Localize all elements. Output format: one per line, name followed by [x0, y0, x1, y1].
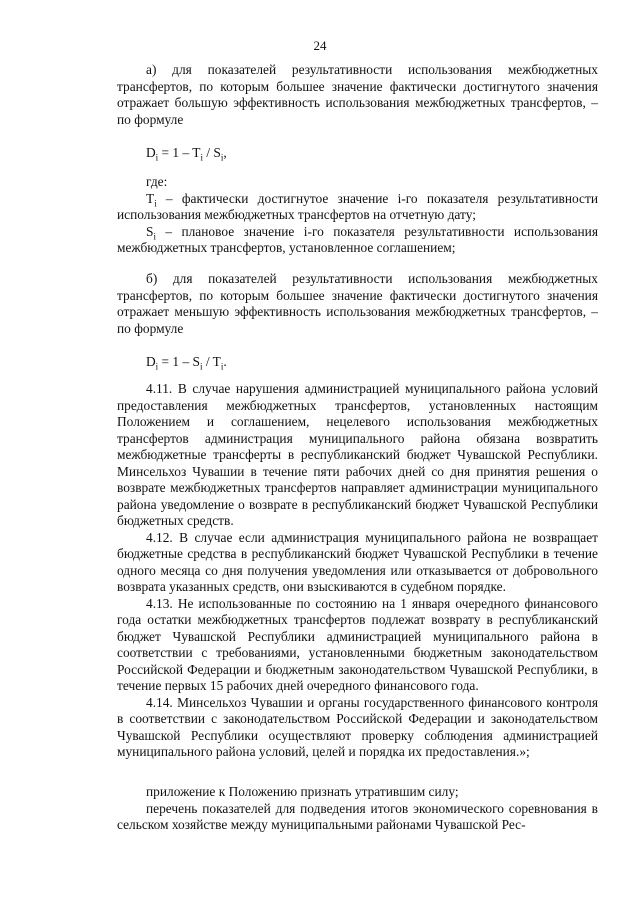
- subpoint-a: [117, 62, 598, 128]
- formula-b-line: $D_i = 1 - S_i / T_i$.: [146, 354, 227, 372]
- closing-block: [117, 784, 598, 834]
- formula-a-line: $D_i = 1 - T_i / S_i$,: [146, 145, 227, 163]
- closing-line-2: перечень показателей для подведения итогов экономического соревнования в сельском хозяйстве между муниципальными районами Чувашской Рес-: [117, 800, 598, 832]
- paragraph-4-14: 4.14. Минсельхоз Чувашии и органы государственного финансового контроля в соответствии с законодательством Российской Федерации и законодательством Чувашской Республики осуществляют проверку соблюдения администрацией муниципального района условий, целей и порядка их предоставления.»;: [117, 694, 598, 759]
- page-number: 24: [313, 38, 327, 53]
- where-label: где:: [146, 174, 168, 189]
- formula-a: [117, 145, 598, 162]
- paragraph-4-13: 4.13. Не использованные по состоянию на 1 января очередного финансового года остатки межбюджетных трансфертов подлежат возврату в республиканский бюджет Чувашской Республики администрацией муниципального района в соответствии с требованиями, установленными бюджетным законодательством Российской Федерации и бюджетным законодательством Чувашской Республики, в течение первых 15 рабочих дней очередного финансового года.: [117, 595, 598, 693]
- where-s-definition: $S_i$ – плановое значение i-го показателя результативности использования межбюджетных трансфертов, установленное соглашением;: [117, 223, 598, 255]
- paragraph-4-11: 4.11. В случае нарушения администрацией муниципального района условий предоставления межбюджетных трансфертов, установленных настоящим Положением и соглашением, нецелевого использования межбюджетных трансфертов администрация муниципального района обязана возвратить межбюджетные трансферты в республиканский бюджет Чувашской Республики. Минсельхоз Чувашии в течение пяти рабочих дней со дня принятия решения о возврате межбюджетных трансфертов направляет администрации муниципального района уведомление о возврате в республиканский бюджет Чувашской Республики бюджетных средств.: [117, 381, 598, 528]
- formula-b: [117, 354, 598, 371]
- where-block: [117, 174, 598, 257]
- closing-line-1: приложение к Положению признать утратившим силу;: [146, 784, 459, 799]
- paragraph-4-12: 4.12. В случае если администрация муниципального района не возвращает бюджетные средства в республиканский бюджет Чувашской Республики в течение одного месяца со дня получения уведомления или отказывается от добровольного возврата указанных средств, они взыскиваются в судебном порядке.: [117, 529, 598, 594]
- subpoint-b: [117, 271, 598, 337]
- where-t-definition: $T_i$ – фактически достигнутое значение i-го показателя результативности использования межбюджетных трансфертов на отчетную дату;: [117, 190, 598, 222]
- subpoint-b-text: б) для показателей результативности использования межбюджетных трансфертов, по которым большее значение фактически достигнутого значения отражает меньшую эффективность использования межбюджетных трансфертов, – по формуле: [117, 271, 598, 336]
- sections-block: [117, 381, 598, 761]
- subpoint-a-text: а) для показателей результативности использования межбюджетных трансфертов, по которым большее значение фактически достигнутого значения отражает большую эффективность использования межбюджетных трансфертов, – по формуле: [117, 62, 598, 127]
